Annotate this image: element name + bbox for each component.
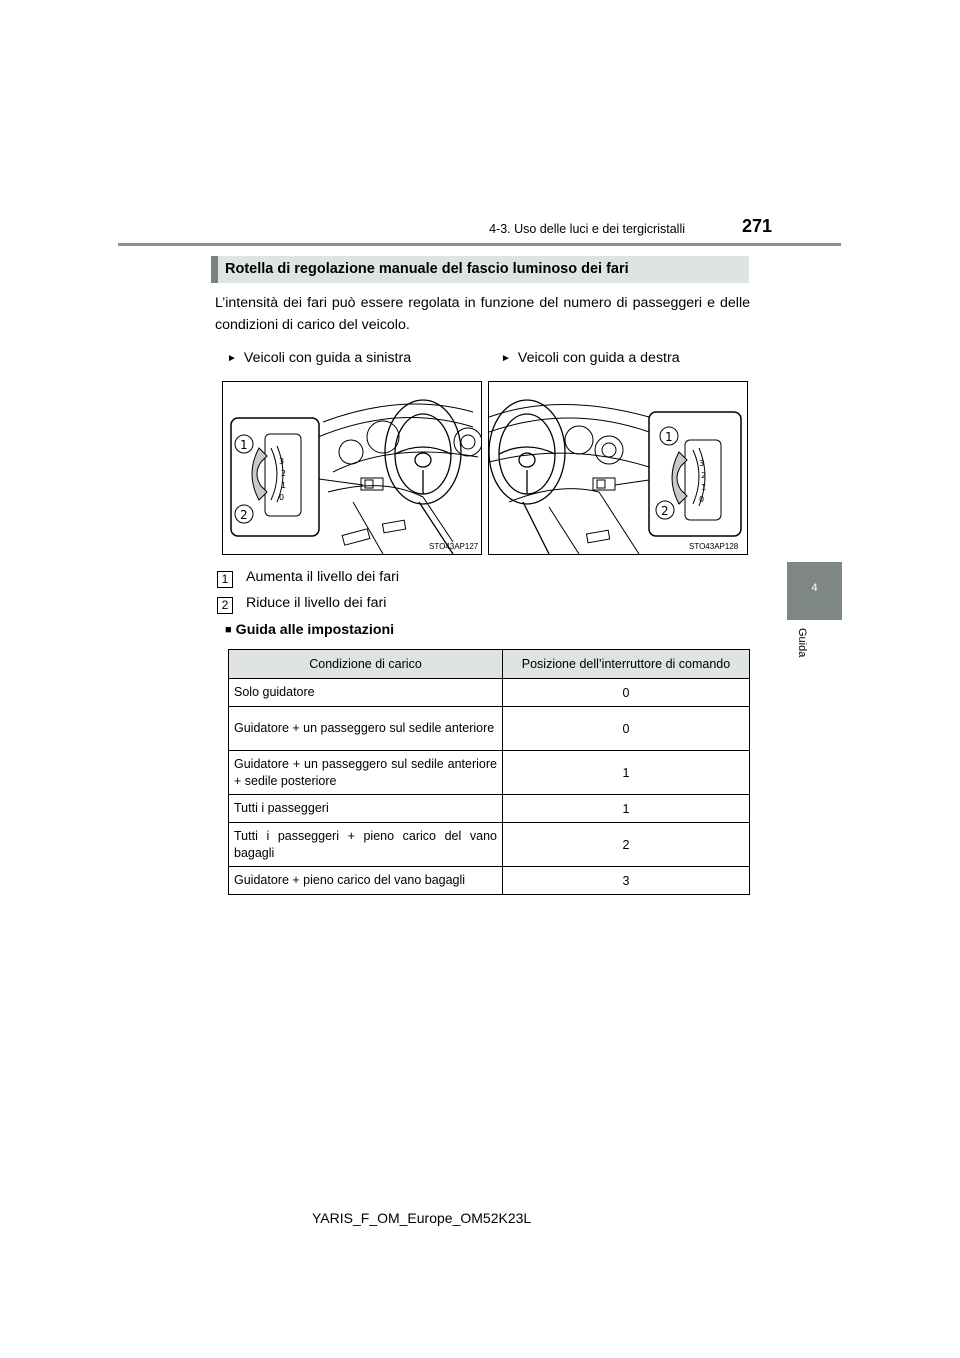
cell-position: 1 [503,795,750,823]
table-row [229,867,750,895]
square-bullet-icon: ■ [225,624,232,636]
column-header-position: Posizione dell’interruttore di comando [503,650,750,679]
variant-label-rhd: ► Veicoli con guida a destra [501,350,680,366]
svg-text:0: 0 [699,495,705,504]
cell-condition: Guidatore + pieno carico del vano bagagli [229,867,503,895]
legend-text: Riduce il livello dei fari [246,595,387,611]
section-heading [211,256,749,283]
legend-text: Aumenta il livello dei fari [246,569,399,585]
table-row [229,707,750,751]
cell-position: 1 [503,751,750,795]
svg-text:1: 1 [701,483,707,492]
legend-number-badge: 1 [217,571,233,588]
chapter-number: 4 [811,582,818,594]
table-header-row [229,650,750,679]
illustration-code-lhd: STO43AP127 [429,542,479,551]
dashboard-drawing-lhd [223,382,481,554]
section-heading-bar [211,256,218,283]
page-number: 271 [742,216,773,236]
chapter-tab [787,562,842,620]
cell-position: 3 [503,867,750,895]
cell-condition: Guidatore + un passeggero sul sedile anteriore [229,707,503,751]
variant-label-lhd: ► Veicoli con guida a sinistra [227,350,412,366]
svg-text:3: 3 [279,457,285,466]
cell-condition: Solo guidatore [229,679,503,707]
section-heading-text: Rotella di regolazione manuale del fascio luminoso dei fari [225,261,629,277]
svg-text:1: 1 [240,438,248,452]
legend-item-1 [217,569,399,588]
svg-text:1: 1 [665,430,673,444]
svg-text:3: 3 [699,459,705,468]
cell-condition: Tutti i passeggeri [229,795,503,823]
cell-position: 2 [503,823,750,867]
legend-item-2 [217,595,386,614]
table-row [229,795,750,823]
settings-table [228,649,750,895]
table-row [229,679,750,707]
column-header-condition: Condizione di carico [229,650,503,679]
cell-condition: Guidatore + un passeggero sul sedile anteriore + sedile posteriore [229,751,503,795]
legend-number-badge: 2 [217,597,233,614]
intro-paragraph: L’intensità dei fari può essere regolata in funzione del numero di passeggeri e delle condizioni di carico del veicolo. [215,295,750,333]
cell-position: 0 [503,679,750,707]
illustration-code-rhd: STO43AP128 [689,542,739,551]
illustration-lhd [222,381,482,555]
chapter-label: Guida [796,628,808,658]
header-section-title: 4-3. Uso delle luci e dei tergicristalli [489,222,685,236]
dashboard-drawing-rhd [489,382,747,554]
svg-text:2: 2 [281,469,287,478]
cell-condition: Tutti i passeggeri + pieno carico del vano bagagli [229,823,503,867]
svg-text:2: 2 [240,508,248,522]
table-row [229,823,750,867]
svg-text:2: 2 [661,504,669,518]
svg-text:1: 1 [281,481,287,490]
triangle-icon: ► [227,353,237,364]
illustration-rhd [488,381,748,555]
svg-text:2: 2 [701,471,707,480]
footer-document-code: YARIS_F_OM_Europe_OM52K23L [312,1210,532,1226]
table-row [229,751,750,795]
subheading: ■ Guida alle impostazioni [225,622,395,638]
cell-position: 0 [503,707,750,751]
svg-text:0: 0 [279,493,285,502]
header-rule [118,243,841,246]
triangle-icon: ► [501,353,511,364]
